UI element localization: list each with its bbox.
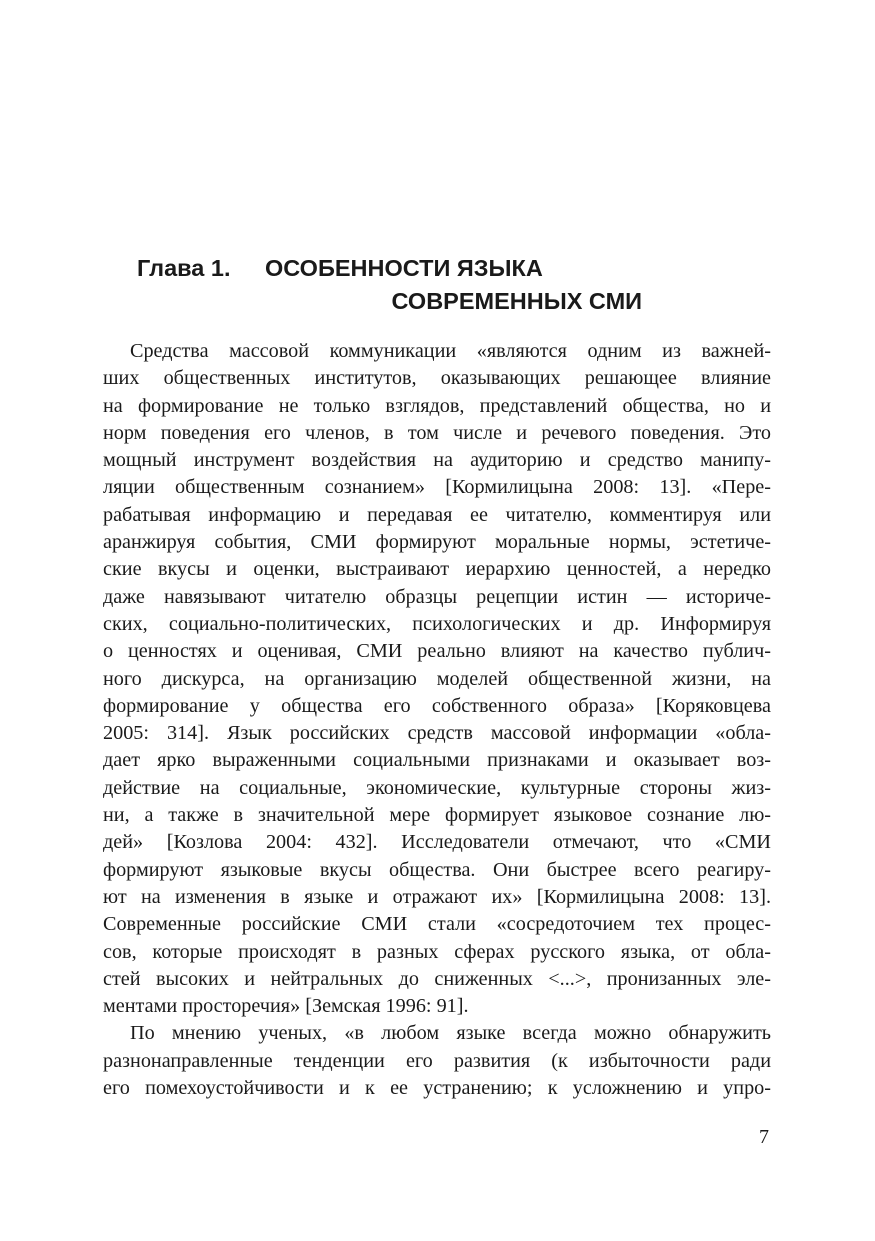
text-line: дей» [Козлова 2004: 432]. Исследователи отмечают, что «СМИ (103, 831, 771, 854)
text-line: аранжируя события, СМИ формируют моральные нормы, эстетиче- (103, 531, 771, 554)
text-line: Современные российские СМИ стали «сосредоточием тех процес- (103, 913, 771, 936)
text-line: дает ярко выраженными социальными признаками и оказывает воз- (103, 749, 771, 772)
text-line: рабатывая информацию и передавая ее читателю, комментируя или (103, 503, 771, 526)
text-line: ментами просторечия» [Земская 1996: 91]. (103, 995, 469, 1018)
text-line: норм поведения его членов, в том числе и речевого поведения. Это (103, 421, 771, 444)
text-line: сов, которые происходят в разных сферах русского языка, от обла- (103, 940, 771, 963)
text-line: ских, социально-политических, психологических и др. Информируя (103, 612, 771, 635)
text-line: ного дискурса, на организацию моделей общественной жизни, на (103, 667, 771, 690)
chapter-body (103, 338, 771, 1102)
text-line: ют на изменения в языке и отражают их» [Кормилицына 2008: 13]. (103, 885, 771, 908)
text-line: формируют языковые вкусы общества. Они быстрее всего реагиру- (103, 858, 771, 881)
text-line: действие на социальные, экономические, культурные стороны жиз- (103, 776, 771, 799)
text-line: ших общественных институтов, оказывающих решающее влияние (103, 367, 771, 390)
text-line: на формирование не только взглядов, представлений общества, но и (103, 394, 771, 417)
paragraph-2 (103, 1020, 771, 1102)
chapter-heading-line-2 (137, 285, 642, 318)
text-line: стей высоких и нейтральных до сниженных <...>, пронизанных эле- (103, 967, 771, 990)
text-line: даже навязывают читателю образцы рецепции истин — историче- (103, 585, 771, 608)
text-line: формирование у общества его собственного образа» [Коряковцева (103, 694, 771, 717)
chapter-title-line-2: СОВРЕМЕННЫХ СМИ (391, 288, 643, 314)
text-line: ляции общественным сознанием» [Кормилицына 2008: 13]. «Пере- (103, 476, 771, 499)
page-number: 7 (759, 1126, 769, 1148)
chapter-title-line-1: ОСОБЕННОСТИ ЯЗЫКА (265, 255, 543, 281)
text-line: ские вкусы и оценки, выстраивают иерархию ценностей, а нередко (103, 558, 771, 581)
text-line: 2005: 314]. Язык российских средств массовой информации «обла- (103, 722, 771, 745)
text-line: его помехоустойчивости и к ее устранению; к усложнению и упро- (103, 1077, 771, 1100)
chapter-heading (137, 252, 642, 318)
text-line: По мнению ученых, «в любом языке всегда можно обнаружить (130, 1022, 771, 1045)
text-line: мощный инструмент воздействия на аудиторию и средство манипу- (103, 449, 771, 472)
paragraph-1 (103, 338, 771, 1020)
chapter-heading-line-1 (137, 252, 642, 285)
text-line: разнонаправленные тенденции его развития (к избыточности ради (103, 1049, 771, 1072)
chapter-label: Глава 1. (137, 255, 231, 281)
text-line: Средства массовой коммуникации «являются одним из важней- (130, 340, 771, 362)
text-line: о ценностях и оценивая, СМИ реально влияют на качество публич- (103, 640, 771, 663)
text-line: ни, а также в значительной мере формирует языковое сознание лю- (103, 804, 771, 827)
